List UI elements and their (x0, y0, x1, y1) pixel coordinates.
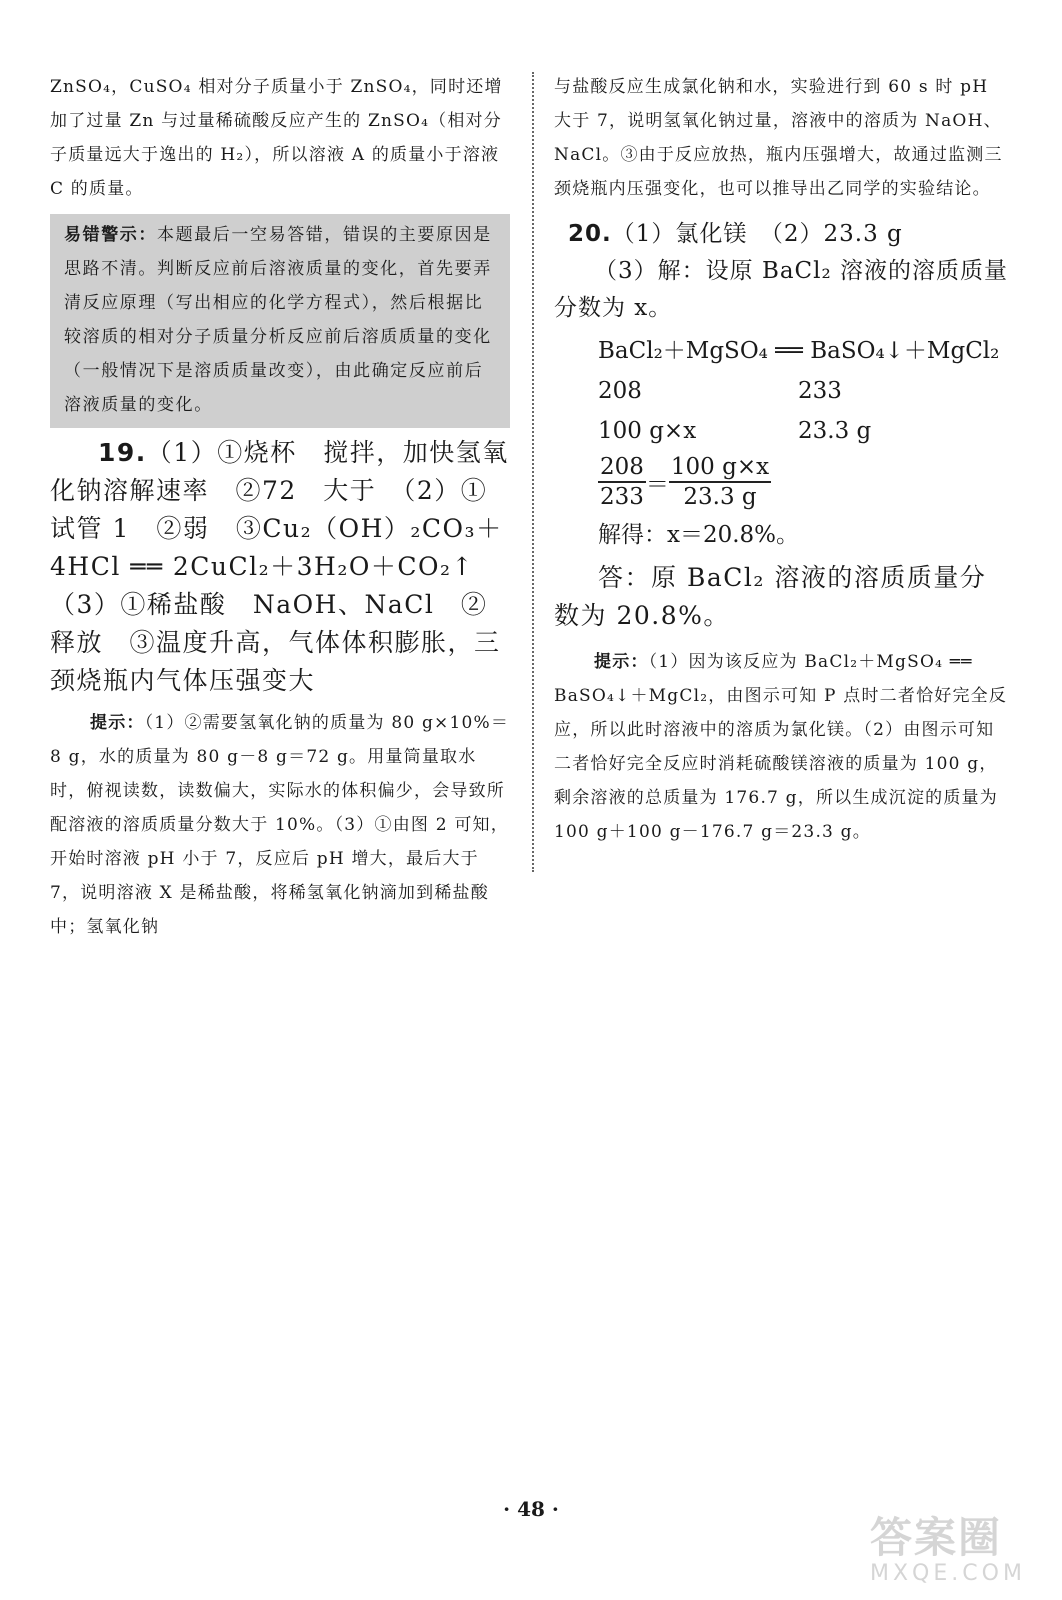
fraction-a-denominator: 233 (600, 484, 644, 510)
column-divider (532, 72, 534, 872)
fraction-b-denominator: 23.3 g (683, 484, 757, 510)
relative-mass-row (598, 371, 1010, 411)
chemical-equation (598, 331, 1010, 371)
quantity-baso4: 23.3 g (798, 418, 872, 444)
mr-bacl2: 208 (598, 378, 642, 404)
q20-answer-3: （3）解：设原 BaCl₂ 溶液的溶质质量分数为 x。 (554, 258, 1009, 321)
q19-hint-text: （1）②需要氢氧化钠的质量为 80 g×10%＝8 g，水的质量为 80 g－8 g＝72 g。用量筒量取水时，俯视读数，读数偏大，实际水的体积偏少，会导致所配溶液的溶质质量分数大于 10%。（3）①由图 2 可知，开始时溶液 pH 小于 7，反应后 pH 增大，最后大于 7，说明溶液 X 是稀盐酸，将稀氢氧化钠滴加到稀盐酸中；氢氧化钠 (50, 713, 510, 937)
solve-text: 解得：x＝20.8%。 (598, 522, 800, 548)
fraction-b (669, 453, 771, 511)
mr-baso4: 233 (798, 378, 842, 404)
warning-label: 易错警示： (64, 225, 157, 245)
quantity-row (598, 411, 1010, 451)
q20-final-answer: 答：原 BaCl₂ 溶液的溶质质量分数为 20.8%。 (554, 563, 987, 630)
right-column (554, 70, 1010, 849)
error-warning-box (50, 214, 510, 428)
proportion-equation (598, 453, 1010, 511)
q19-number: 19. (98, 438, 147, 467)
warning-text: 本题最后一空易答错，错误的主要原因是思路不清。判断反应前后溶液质量的变化，首先要弄清反应原理（写出相应的化学方程式），然后根据比较溶质的相对分子质量分析反应前后溶质质量的变化（一般情况下是溶质质量改变），由此确定反应前后溶液质量的变化。 (64, 225, 492, 415)
solve-row (598, 515, 1010, 555)
fraction-a (598, 453, 646, 511)
q20-answer-1-2 (554, 216, 1010, 253)
equation-text: BaCl₂＋MgSO₄ ══ BaSO₄↓＋MgCl₂ (598, 338, 1000, 364)
watermark-url: MXQE.COM (870, 1561, 1026, 1586)
q20-answer-1-2-text: （1）氯化镁 （2）23.3 g (611, 221, 903, 247)
equals-sign: ＝ (645, 471, 669, 498)
q19-answer-text: （1）①烧杯 搅拌，加快氢氧化钠溶解速率 ②72 大于 （2）①试管 1 ②弱 ③Cu₂（OH）₂CO₃＋4HCl ══ 2CuCl₂＋3H₂O＋CO₂↑ （3）①稀盐酸 NaOH、NaCl ②释放 ③温度升高，气体体积膨胀，三颈烧瓶内气体压强变大 (50, 438, 509, 695)
fraction-b-numerator: 100 g×x (669, 453, 771, 483)
q19-hint-continued: 与盐酸反应生成氯化钠和水，实验进行到 60 s 时 pH 大于 7，说明氢氧化钠过量，溶液中的溶质为 NaOH、NaCl。③由于反应放热，瓶内压强增大，故通过监测三颈烧瓶内压强变化，也可以推导出乙同学的实验结论。 (554, 77, 1003, 199)
q20-number: 20. (568, 221, 612, 247)
page-number: · 48 · (503, 1497, 559, 1521)
calculation-block (554, 331, 1010, 555)
watermark-title: 答案圈 (870, 1513, 1003, 1562)
q20-hint-text: （1）因为该反应为 BaCl₂＋MgSO₄ ══ BaSO₄↓＋MgCl₂，由图示可知 P 点时二者恰好完全反应，所以此时溶液中的溶质为氯化镁。（2）由图示可知二者恰好完全反应时消耗硫酸镁溶液的质量为 100 g，剩余溶液的总质量为 176.7 g，所以生成沉淀的质量为 100 g＋100 g－176.7 g＝23.3 g。 (554, 652, 1008, 842)
q19-hint (50, 706, 512, 944)
q19-answer (50, 434, 512, 700)
q18-explanation-continued: ZnSO₄，CuSO₄ 相对分子质量小于 ZnSO₄，同时还增加了过量 Zn 与过量稀硫酸反应产生的 ZnSO₄（相对分子质量远大于逸出的 H₂），所以溶液 A 的质量小于溶液 C 的质量。 (50, 77, 503, 199)
fraction-a-numerator: 208 (598, 453, 646, 483)
q20-hint (554, 645, 1010, 849)
left-column (50, 70, 512, 944)
q19-hint-label: 提示： (90, 713, 145, 733)
watermark-logo (870, 1505, 1050, 1595)
q20-hint-label: 提示： (594, 652, 649, 672)
quantity-bacl2: 100 g×x (598, 418, 697, 444)
